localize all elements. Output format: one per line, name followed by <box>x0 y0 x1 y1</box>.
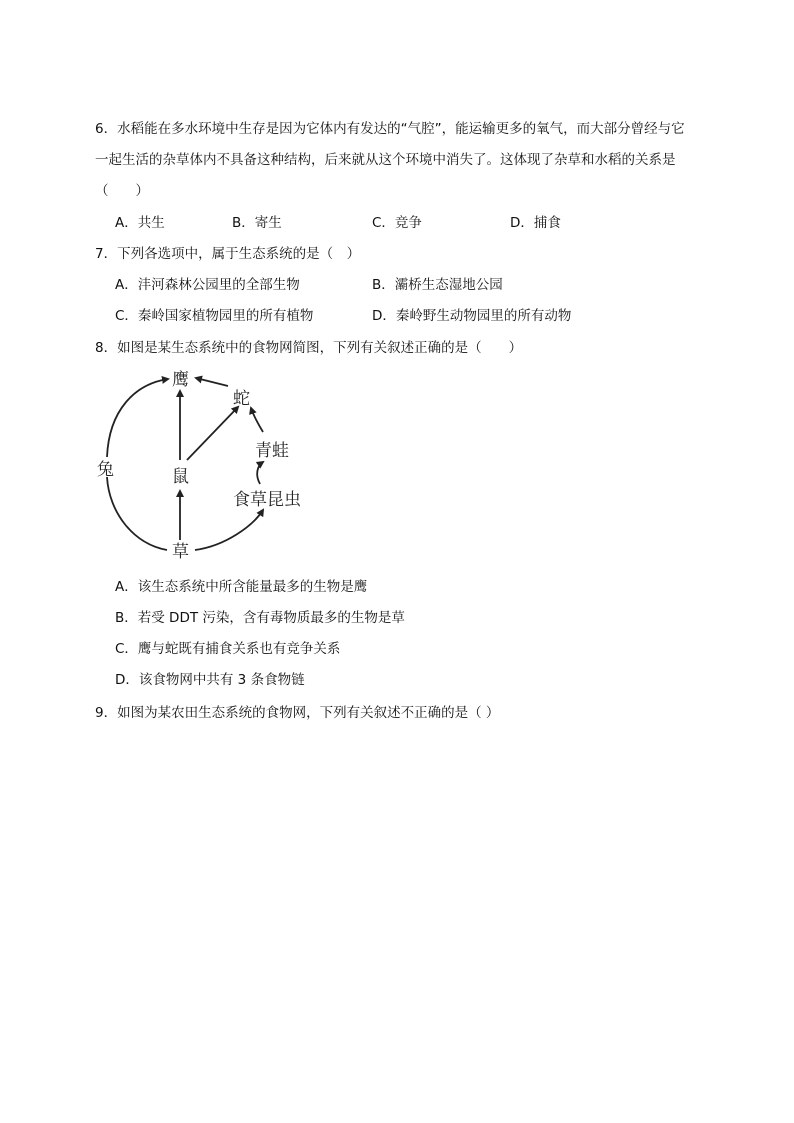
arrow-rabbit-to-eagle <box>107 379 168 457</box>
q8-option-b: B．若受 DDT 污染，含有毒物质最多的生物是草 <box>115 610 405 626</box>
q6-option-a: A．共生 <box>115 215 165 231</box>
q6-stem-line-1: 6．水稻能在多水环境中生存是因为它体内有发达的“气腔”，能运输更多的氧气，而大部分曾经与它 <box>95 121 685 137</box>
q8-option-a: A．该生态系统中所含能量最多的生物是鹰 <box>115 579 368 595</box>
q7-stem: 7．下列各选项中，属于生态系统的是（ ） <box>95 246 361 262</box>
q6-option-c: C．竞争 <box>372 215 422 231</box>
q6-stem-line-3: （ ） <box>95 183 149 199</box>
arrow-frog-to-snake <box>251 408 263 432</box>
q6-option-d: D．捕食 <box>510 215 561 231</box>
node-frog: 青蛙 <box>255 441 289 461</box>
q6-option-b: B．寄生 <box>232 215 282 231</box>
q8-option-c: C．鹰与蛇既有捕食关系也有竞争关系 <box>115 641 341 657</box>
node-mouse: 鼠 <box>172 467 189 487</box>
q7-option-b: B．灞桥生态湿地公园 <box>372 277 503 293</box>
q9-stem: 9．如图为某农田生态系统的食物网，下列有关叙述不正确的是（ ） <box>95 705 500 721</box>
arrow-grass-to-rabbit <box>107 477 167 550</box>
q8-stem: 8．如图是某生态系统中的食物网简图，下列有关叙述正确的是（ ） <box>95 340 523 356</box>
node-rabbit: 兔 <box>97 460 114 480</box>
arrow-snake-to-eagle <box>196 378 228 386</box>
node-insect: 食草昆虫 <box>233 490 301 510</box>
q7-option-d: D．秦岭野生动物园里的所有动物 <box>372 308 572 324</box>
q8-option-d: D．该食物网中共有 3 条食物链 <box>115 672 305 688</box>
node-grass: 草 <box>172 542 189 562</box>
food-web-diagram <box>95 362 320 562</box>
arrow-mouse-to-snake <box>187 407 238 460</box>
q6-stem-line-2: 一起生活的杂草体内不具备这种结构，后来就从这个环境中消失了。这体现了杂草和水稻的关系是 <box>95 152 676 168</box>
arrow-grass-to-insect <box>195 510 263 550</box>
q7-option-c: C．秦岭国家植物园里的所有植物 <box>115 308 314 324</box>
node-eagle: 鹰 <box>172 370 189 390</box>
q7-option-a: A．沣河森林公园里的全部生物 <box>115 277 300 293</box>
node-snake: 蛇 <box>233 389 250 409</box>
arrow-insect-to-frog <box>257 462 263 484</box>
